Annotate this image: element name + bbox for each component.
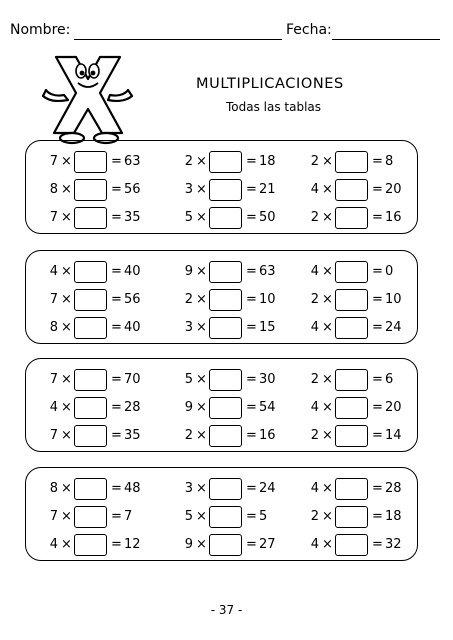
multiplication-problem	[36, 151, 156, 173]
exercise-panel	[25, 358, 418, 452]
factor-number: 4	[49, 264, 58, 279]
equals-sign: =	[372, 182, 383, 197]
product-number: 27	[259, 537, 276, 552]
multiplication-problem	[36, 261, 156, 283]
equals-sign: =	[372, 154, 383, 169]
answer-box[interactable]	[335, 261, 368, 283]
product-number: 0	[385, 264, 394, 279]
multiplication-problem	[297, 289, 417, 311]
factor-number: 9	[184, 264, 193, 279]
answer-box[interactable]	[335, 151, 368, 173]
equals-sign: =	[111, 292, 122, 307]
answer-box[interactable]	[74, 179, 107, 201]
answer-box[interactable]	[335, 397, 368, 419]
product-number: 56	[124, 292, 141, 307]
multiplication-problem	[297, 317, 417, 339]
answer-box[interactable]	[335, 317, 368, 339]
multiplication-problem	[297, 179, 417, 201]
times-sign: ×	[322, 182, 333, 197]
times-sign: ×	[61, 292, 72, 307]
multiplication-problem	[36, 534, 156, 556]
multiplication-problem	[36, 506, 156, 528]
factor-number: 4	[310, 182, 319, 197]
equals-sign: =	[111, 481, 122, 496]
factor-number: 8	[49, 320, 58, 335]
product-number: 18	[385, 509, 402, 524]
times-sign: ×	[196, 210, 207, 225]
factor-number: 2	[310, 210, 319, 225]
product-number: 21	[259, 182, 276, 197]
answer-box[interactable]	[335, 478, 368, 500]
equals-sign: =	[246, 292, 257, 307]
times-sign: ×	[196, 182, 207, 197]
answer-box[interactable]	[209, 369, 242, 391]
answer-box[interactable]	[209, 207, 242, 229]
equals-sign: =	[372, 428, 383, 443]
times-sign: ×	[196, 509, 207, 524]
exercise-panel	[25, 467, 418, 561]
factor-number: 7	[49, 154, 58, 169]
product-number: 70	[124, 372, 141, 387]
product-number: 12	[124, 537, 141, 552]
answer-box[interactable]	[74, 261, 107, 283]
answer-box[interactable]	[74, 289, 107, 311]
factor-number: 9	[184, 537, 193, 552]
multiplication-problem	[297, 369, 417, 391]
multiplication-sign-mascot-icon	[38, 55, 138, 145]
answer-box[interactable]	[74, 397, 107, 419]
equals-sign: =	[111, 400, 122, 415]
equals-sign: =	[246, 154, 257, 169]
factor-number: 7	[49, 428, 58, 443]
date-label: Fecha:	[286, 22, 332, 38]
equals-sign: =	[372, 400, 383, 415]
multiplication-problem	[171, 289, 291, 311]
times-sign: ×	[61, 400, 72, 415]
answer-box[interactable]	[335, 207, 368, 229]
answer-box[interactable]	[209, 261, 242, 283]
product-number: 10	[385, 292, 402, 307]
product-number: 40	[124, 320, 141, 335]
multiplication-problem	[171, 261, 291, 283]
times-sign: ×	[196, 400, 207, 415]
times-sign: ×	[322, 154, 333, 169]
product-number: 32	[385, 537, 402, 552]
equals-sign: =	[372, 481, 383, 496]
equals-sign: =	[246, 210, 257, 225]
multiplication-problem	[36, 369, 156, 391]
product-number: 24	[259, 481, 276, 496]
times-sign: ×	[322, 264, 333, 279]
equals-sign: =	[372, 537, 383, 552]
product-number: 20	[385, 400, 402, 415]
factor-number: 4	[310, 320, 319, 335]
product-number: 5	[259, 509, 268, 524]
factor-number: 9	[184, 400, 193, 415]
times-sign: ×	[61, 428, 72, 443]
multiplication-problem	[297, 478, 417, 500]
times-sign: ×	[61, 509, 72, 524]
multiplication-problem	[36, 207, 156, 229]
product-number: 18	[259, 154, 276, 169]
equals-sign: =	[372, 264, 383, 279]
factor-number: 4	[310, 400, 319, 415]
factor-number: 2	[310, 292, 319, 307]
equals-sign: =	[111, 154, 122, 169]
equals-sign: =	[111, 428, 122, 443]
answer-box[interactable]	[209, 397, 242, 419]
multiplication-problem	[36, 179, 156, 201]
times-sign: ×	[322, 537, 333, 552]
answer-box[interactable]	[209, 425, 242, 447]
equals-sign: =	[111, 509, 122, 524]
factor-number: 2	[184, 428, 193, 443]
product-number: 56	[124, 182, 141, 197]
multiplication-problem	[171, 317, 291, 339]
name-label: Nombre:	[10, 22, 71, 38]
equals-sign: =	[246, 182, 257, 197]
worksheet-title: MULTIPLICACIONES	[196, 76, 344, 92]
multiplication-problem	[297, 506, 417, 528]
product-number: 40	[124, 264, 141, 279]
multiplication-problem	[36, 317, 156, 339]
multiplication-problem	[297, 261, 417, 283]
multiplication-problem	[171, 369, 291, 391]
product-number: 28	[385, 481, 402, 496]
equals-sign: =	[246, 400, 257, 415]
product-number: 14	[385, 428, 402, 443]
product-number: 8	[385, 154, 394, 169]
answer-box[interactable]	[74, 425, 107, 447]
equals-sign: =	[246, 264, 257, 279]
equals-sign: =	[246, 481, 257, 496]
answer-box[interactable]	[209, 506, 242, 528]
times-sign: ×	[322, 320, 333, 335]
name-field[interactable]	[74, 39, 282, 40]
times-sign: ×	[196, 537, 207, 552]
multiplication-problem	[171, 179, 291, 201]
equals-sign: =	[372, 292, 383, 307]
multiplication-problem	[171, 534, 291, 556]
product-number: 48	[124, 481, 141, 496]
equals-sign: =	[246, 428, 257, 443]
times-sign: ×	[322, 400, 333, 415]
factor-number: 2	[310, 372, 319, 387]
times-sign: ×	[322, 428, 333, 443]
answer-box[interactable]	[74, 478, 107, 500]
factor-number: 8	[49, 481, 58, 496]
answer-box[interactable]	[74, 506, 107, 528]
equals-sign: =	[246, 372, 257, 387]
answer-box[interactable]	[335, 179, 368, 201]
factor-number: 2	[184, 292, 193, 307]
times-sign: ×	[61, 481, 72, 496]
answer-box[interactable]	[74, 534, 107, 556]
factor-number: 8	[49, 182, 58, 197]
equals-sign: =	[111, 320, 122, 335]
answer-box[interactable]	[335, 369, 368, 391]
equals-sign: =	[111, 210, 122, 225]
equals-sign: =	[246, 509, 257, 524]
multiplication-problem	[171, 425, 291, 447]
answer-box[interactable]	[209, 179, 242, 201]
times-sign: ×	[61, 210, 72, 225]
equals-sign: =	[372, 320, 383, 335]
factor-number: 3	[184, 320, 193, 335]
answer-box[interactable]	[209, 478, 242, 500]
factor-number: 7	[49, 372, 58, 387]
product-number: 16	[259, 428, 276, 443]
times-sign: ×	[196, 481, 207, 496]
multiplication-problem	[297, 151, 417, 173]
multiplication-problem	[297, 425, 417, 447]
times-sign: ×	[196, 428, 207, 443]
answer-box[interactable]	[335, 289, 368, 311]
factor-number: 2	[310, 509, 319, 524]
equals-sign: =	[372, 372, 383, 387]
equals-sign: =	[372, 210, 383, 225]
multiplication-problem	[297, 534, 417, 556]
factor-number: 4	[310, 264, 319, 279]
factor-number: 2	[310, 428, 319, 443]
times-sign: ×	[196, 292, 207, 307]
answer-box[interactable]	[74, 317, 107, 339]
multiplication-problem	[36, 478, 156, 500]
worksheet-subtitle: Todas las tablas	[226, 100, 322, 114]
answer-box[interactable]	[74, 207, 107, 229]
times-sign: ×	[196, 154, 207, 169]
factor-number: 7	[49, 509, 58, 524]
exercise-panel	[25, 140, 418, 234]
answer-box[interactable]	[209, 317, 242, 339]
product-number: 35	[124, 210, 141, 225]
date-field[interactable]	[332, 39, 440, 40]
factor-number: 4	[310, 537, 319, 552]
times-sign: ×	[61, 264, 72, 279]
product-number: 54	[259, 400, 276, 415]
product-number: 6	[385, 372, 394, 387]
factor-number: 4	[310, 481, 319, 496]
factor-number: 2	[184, 154, 193, 169]
equals-sign: =	[246, 537, 257, 552]
product-number: 30	[259, 372, 276, 387]
product-number: 24	[385, 320, 402, 335]
product-number: 35	[124, 428, 141, 443]
product-number: 63	[124, 154, 141, 169]
equals-sign: =	[246, 320, 257, 335]
product-number: 20	[385, 182, 402, 197]
equals-sign: =	[111, 372, 122, 387]
equals-sign: =	[372, 509, 383, 524]
answer-box[interactable]	[209, 534, 242, 556]
factor-number: 4	[49, 537, 58, 552]
answer-box[interactable]	[209, 151, 242, 173]
times-sign: ×	[196, 264, 207, 279]
factor-number: 7	[49, 210, 58, 225]
times-sign: ×	[322, 210, 333, 225]
answer-box[interactable]	[209, 289, 242, 311]
multiplication-problem	[36, 289, 156, 311]
answer-box[interactable]	[74, 369, 107, 391]
multiplication-problem	[171, 151, 291, 173]
answer-box[interactable]	[335, 506, 368, 528]
multiplication-problem	[171, 207, 291, 229]
factor-number: 7	[49, 292, 58, 307]
factor-number: 3	[184, 481, 193, 496]
answer-box[interactable]	[335, 534, 368, 556]
times-sign: ×	[322, 481, 333, 496]
factor-number: 5	[184, 210, 193, 225]
times-sign: ×	[61, 537, 72, 552]
exercise-panel	[25, 250, 418, 344]
product-number: 10	[259, 292, 276, 307]
multiplication-problem	[297, 397, 417, 419]
answer-box[interactable]	[335, 425, 368, 447]
multiplication-problem	[297, 207, 417, 229]
factor-number: 5	[184, 372, 193, 387]
multiplication-problem	[171, 506, 291, 528]
times-sign: ×	[322, 372, 333, 387]
product-number: 7	[124, 509, 133, 524]
page-number: - 37 -	[210, 603, 243, 617]
times-sign: ×	[61, 320, 72, 335]
product-number: 50	[259, 210, 276, 225]
product-number: 28	[124, 400, 141, 415]
times-sign: ×	[61, 372, 72, 387]
answer-box[interactable]	[74, 151, 107, 173]
multiplication-problem	[171, 478, 291, 500]
product-number: 16	[385, 210, 402, 225]
factor-number: 2	[310, 154, 319, 169]
times-sign: ×	[61, 154, 72, 169]
times-sign: ×	[322, 292, 333, 307]
multiplication-problem	[36, 397, 156, 419]
factor-number: 4	[49, 400, 58, 415]
worksheet-header	[10, 22, 440, 44]
product-number: 63	[259, 264, 276, 279]
equals-sign: =	[111, 182, 122, 197]
equals-sign: =	[111, 537, 122, 552]
multiplication-problem	[36, 425, 156, 447]
times-sign: ×	[322, 509, 333, 524]
equals-sign: =	[111, 264, 122, 279]
multiplication-problem	[171, 397, 291, 419]
times-sign: ×	[196, 320, 207, 335]
factor-number: 3	[184, 182, 193, 197]
times-sign: ×	[61, 182, 72, 197]
times-sign: ×	[196, 372, 207, 387]
product-number: 15	[259, 320, 276, 335]
factor-number: 5	[184, 509, 193, 524]
